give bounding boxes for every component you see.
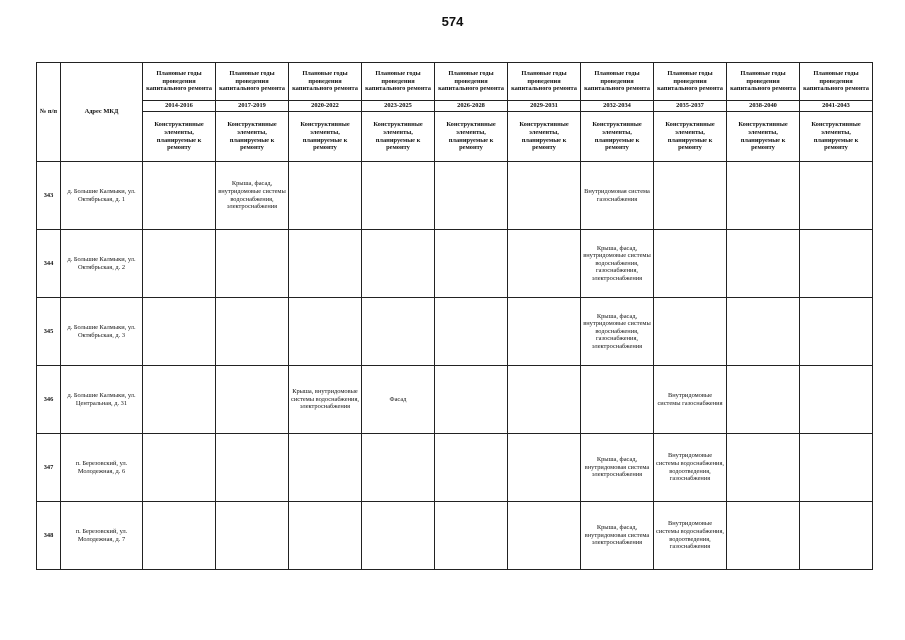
header-period: 2029-2031: [508, 101, 581, 112]
row-cell: [216, 298, 289, 366]
row-cell: [143, 298, 216, 366]
row-cell: Внутридомовые системы водоснабжения, водоотведения, газоснабжения: [654, 502, 727, 570]
row-cell: [508, 162, 581, 230]
row-cell: [143, 366, 216, 434]
table-row: [37, 366, 873, 434]
row-cell: [727, 366, 800, 434]
row-cell: [435, 230, 508, 298]
row-cell: Фасад: [362, 366, 435, 434]
header-elements-label: Конструктивные элементы, планируемые к ремонту: [143, 112, 216, 162]
header-plan-label: Плановые годы проведения капитального ремонта: [143, 63, 216, 101]
row-cell: [727, 298, 800, 366]
row-cell: [800, 298, 873, 366]
capital-repair-table: [36, 62, 873, 570]
row-cell: [216, 434, 289, 502]
row-cell: [800, 366, 873, 434]
header-elements-label: Конструктивные элементы, планируемые к ремонту: [435, 112, 508, 162]
row-number: 345: [37, 298, 61, 366]
row-cell: Внутридомовые системы водоснабжения, водоотведения, газоснабжения: [654, 434, 727, 502]
row-cell: [289, 298, 362, 366]
header-elements-label: Конструктивные элементы, планируемые к ремонту: [727, 112, 800, 162]
row-cell: [362, 298, 435, 366]
header-plan-label: Плановые годы проведения капитального ремонта: [362, 63, 435, 101]
table-row: [37, 502, 873, 570]
table-row: [37, 298, 873, 366]
header-plan-row: [37, 63, 873, 101]
header-period-row: [37, 101, 873, 112]
header-period: 2023-2025: [362, 101, 435, 112]
header-plan-label: Плановые годы проведения капитального ремонта: [581, 63, 654, 101]
header-plan-label: Плановые годы проведения капитального ремонта: [435, 63, 508, 101]
row-cell: [362, 434, 435, 502]
row-cell: [727, 502, 800, 570]
row-number: 347: [37, 434, 61, 502]
header-plan-label: Плановые годы проведения капитального ремонта: [727, 63, 800, 101]
row-cell: [581, 366, 654, 434]
header-period: 2026-2028: [435, 101, 508, 112]
header-period: 2017-2019: [216, 101, 289, 112]
row-cell: [800, 162, 873, 230]
row-cell: [508, 502, 581, 570]
row-cell: [362, 162, 435, 230]
row-cell: Внутридомовая система газоснабжения: [581, 162, 654, 230]
row-cell: Внутридомовые системы газоснабжения: [654, 366, 727, 434]
row-cell: [654, 298, 727, 366]
header-num: № п/п: [37, 63, 61, 162]
row-cell: [800, 230, 873, 298]
row-number: 346: [37, 366, 61, 434]
row-cell: Крыша, внутридомовые системы водоснабжения, электроснабжения: [289, 366, 362, 434]
row-cell: [289, 162, 362, 230]
row-cell: [435, 298, 508, 366]
row-address: д. Большие Калмыки, ул. Октябрьская, д. 3: [61, 298, 143, 366]
row-cell: Крыша, фасад, внутридомовые системы водоснабжения, газоснабжения, электроснабжения: [581, 230, 654, 298]
row-cell: [435, 162, 508, 230]
table-row: [37, 434, 873, 502]
row-cell: [800, 502, 873, 570]
header-elements-label: Конструктивные элементы, планируемые к ремонту: [654, 112, 727, 162]
header-plan-label: Плановые годы проведения капитального ремонта: [508, 63, 581, 101]
header-period: 2032-2034: [581, 101, 654, 112]
row-cell: [289, 502, 362, 570]
header-elements-label: Конструктивные элементы, планируемые к ремонту: [216, 112, 289, 162]
row-cell: [727, 230, 800, 298]
row-address: п. Березовский, ул. Молодежная, д. 6: [61, 434, 143, 502]
table-row: [37, 230, 873, 298]
row-cell: [800, 434, 873, 502]
row-cell: [143, 162, 216, 230]
header-period: 2020-2022: [289, 101, 362, 112]
header-period: 2038-2040: [727, 101, 800, 112]
row-cell: [508, 298, 581, 366]
header-plan-label: Плановые годы проведения капитального ремонта: [654, 63, 727, 101]
row-cell: [435, 502, 508, 570]
row-cell: Крыша, фасад, внутридомовая система электроснабжения: [581, 434, 654, 502]
row-address: п. Березовский, ул. Молодежная, д. 7: [61, 502, 143, 570]
header-plan-label: Плановые годы проведения капитального ремонта: [800, 63, 873, 101]
row-address: д. Большие Калмыки, ул. Октябрьская, д. 1: [61, 162, 143, 230]
header-period: 2035-2037: [654, 101, 727, 112]
row-cell: [143, 502, 216, 570]
table-row: [37, 162, 873, 230]
header-elements-row: [37, 112, 873, 162]
row-cell: [289, 434, 362, 502]
header-period: 2014-2016: [143, 101, 216, 112]
row-cell: [508, 366, 581, 434]
row-address: д. Большие Калмыки, ул. Октябрьская, д. 2: [61, 230, 143, 298]
header-period: 2041-2043: [800, 101, 873, 112]
header-elements-label: Конструктивные элементы, планируемые к ремонту: [800, 112, 873, 162]
header-plan-label: Плановые годы проведения капитального ремонта: [216, 63, 289, 101]
row-number: 344: [37, 230, 61, 298]
row-number: 343: [37, 162, 61, 230]
row-cell: [654, 230, 727, 298]
row-cell: [362, 502, 435, 570]
row-cell: [508, 230, 581, 298]
header-plan-label: Плановые годы проведения капитального ремонта: [289, 63, 362, 101]
page-number: 574: [441, 14, 464, 29]
row-cell: [435, 434, 508, 502]
row-cell: [435, 366, 508, 434]
row-cell: [216, 502, 289, 570]
row-cell: [727, 162, 800, 230]
header-elements-label: Конструктивные элементы, планируемые к ремонту: [508, 112, 581, 162]
row-cell: [216, 366, 289, 434]
row-cell: Крыша, фасад, внутридомовые системы водоснабжения, электроснабжения: [216, 162, 289, 230]
row-cell: [362, 230, 435, 298]
header-elements-label: Конструктивные элементы, планируемые к ремонту: [362, 112, 435, 162]
header-elements-label: Конструктивные элементы, планируемые к ремонту: [289, 112, 362, 162]
row-cell: Крыша, фасад, внутридомовая система электроснабжения: [581, 502, 654, 570]
row-cell: [143, 230, 216, 298]
header-address: Адрес МКД: [61, 63, 143, 162]
row-cell: [654, 162, 727, 230]
row-cell: Крыша, фасад, внутридомовые системы водоснабжения, газоснабжения, электроснабжения: [581, 298, 654, 366]
row-cell: [727, 434, 800, 502]
row-cell: [143, 434, 216, 502]
row-number: 348: [37, 502, 61, 570]
row-cell: [289, 230, 362, 298]
row-cell: [216, 230, 289, 298]
row-address: д. Большие Калмыки, ул. Центральная, д. 31: [61, 366, 143, 434]
row-cell: [508, 434, 581, 502]
header-elements-label: Конструктивные элементы, планируемые к ремонту: [581, 112, 654, 162]
